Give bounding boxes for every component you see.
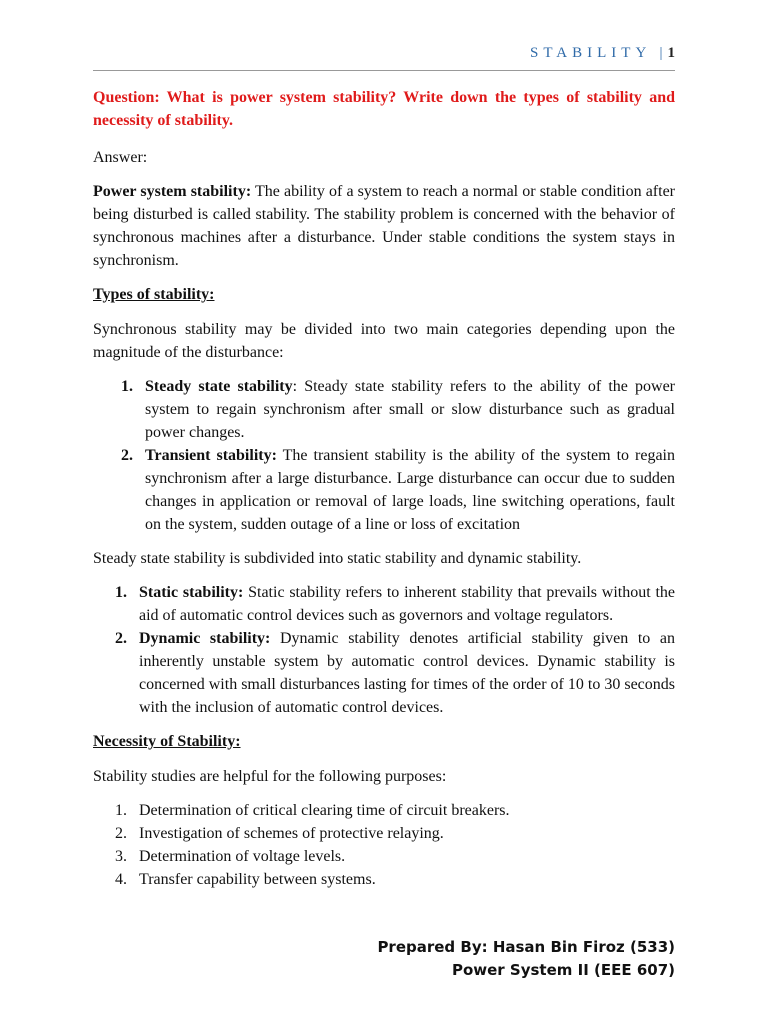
item-term: Dynamic stability:: [139, 630, 271, 647]
item-text: Determination of critical clearing time of circuit breakers.: [139, 802, 510, 819]
necessity-intro: Stability studies are helpful for the following purposes:: [93, 768, 447, 785]
purposes-list: [93, 799, 675, 891]
question-heading: Question: What is power system stability? Write down the types of stability and necessity of stability.: [93, 89, 675, 129]
list-item: [93, 799, 675, 822]
types-list: [93, 375, 675, 536]
header-divider: [93, 70, 675, 71]
list-item: [93, 581, 675, 627]
steady-intro: Steady state stability is subdivided into static stability and dynamic stability.: [93, 550, 582, 567]
document-body: [93, 86, 675, 891]
item-number: 4.: [115, 871, 127, 888]
definition-text: The ability of a system to reach a normal or stable condition after being disturbed is called stability. The stability problem is concerned with the behavior of synchronous machines after a disturbance. Under stable conditions the system stays in synchronism.: [93, 183, 676, 269]
page-header: [93, 45, 675, 62]
item-text: Dynamic stability denotes artificial stability given to an inherently unstable system by automatic control devices. Dynamic stability is concerned with small disturbances lasting for times of the order of 10 to 30 seconds with the inclusion of automatic control devices.: [139, 630, 675, 716]
item-number: 2.: [115, 630, 127, 647]
item-text: Determination of voltage levels.: [139, 848, 346, 865]
steady-types-list: [93, 581, 675, 719]
list-item: [93, 627, 675, 719]
footer-course: Power System II (EEE 607): [451, 961, 675, 979]
page-number: 1: [667, 45, 675, 61]
item-number: 2.: [121, 447, 133, 464]
item-text: Investigation of schemes of protective relaying.: [139, 825, 444, 842]
item-number: 3.: [115, 848, 127, 865]
item-number: 2.: [115, 825, 127, 842]
header-separator: |: [650, 45, 668, 61]
item-text: The transient stability is the ability of the system to regain synchronism after a large disturbance. Large disturbance can occur due to sudden changes in application or removal of large loads, line switching operations, fault on the system, sudden outage of a line or loss of excitation: [145, 447, 676, 533]
item-number: 1.: [121, 378, 133, 395]
necessity-heading: Necessity of Stability:: [93, 733, 241, 750]
types-heading: Types of stability:: [93, 286, 215, 303]
list-item: [93, 822, 675, 845]
item-number: 1.: [115, 802, 127, 819]
item-text: : Steady state stability refers to the ability of the power system to regain synchronism after small or slow disturbance such as gradual power changes.: [145, 378, 676, 441]
list-item: [93, 845, 675, 868]
item-term: Steady state stability: [145, 378, 293, 395]
item-number: 1.: [115, 584, 127, 601]
item-term: Static stability:: [139, 584, 244, 601]
definition-paragraph: [93, 180, 675, 272]
list-item: [93, 375, 675, 444]
answer-label: Answer:: [93, 149, 148, 166]
footer-author: Prepared By: Hasan Bin Firoz (533): [377, 938, 675, 956]
item-text: Transfer capability between systems.: [139, 871, 376, 888]
item-term: Transient stability:: [145, 447, 277, 464]
list-item: [93, 444, 675, 536]
definition-term: Power system stability:: [93, 183, 252, 200]
page-footer: [377, 936, 675, 982]
types-intro: Synchronous stability may be divided into two main categories depending upon the magnitude of the disturbance:: [93, 321, 675, 361]
list-item: [93, 868, 675, 891]
header-title: STABILITY: [530, 45, 651, 61]
item-text: Static stability refers to inherent stability that prevails without the aid of automatic control devices such as governors and voltage regulators.: [139, 584, 676, 624]
